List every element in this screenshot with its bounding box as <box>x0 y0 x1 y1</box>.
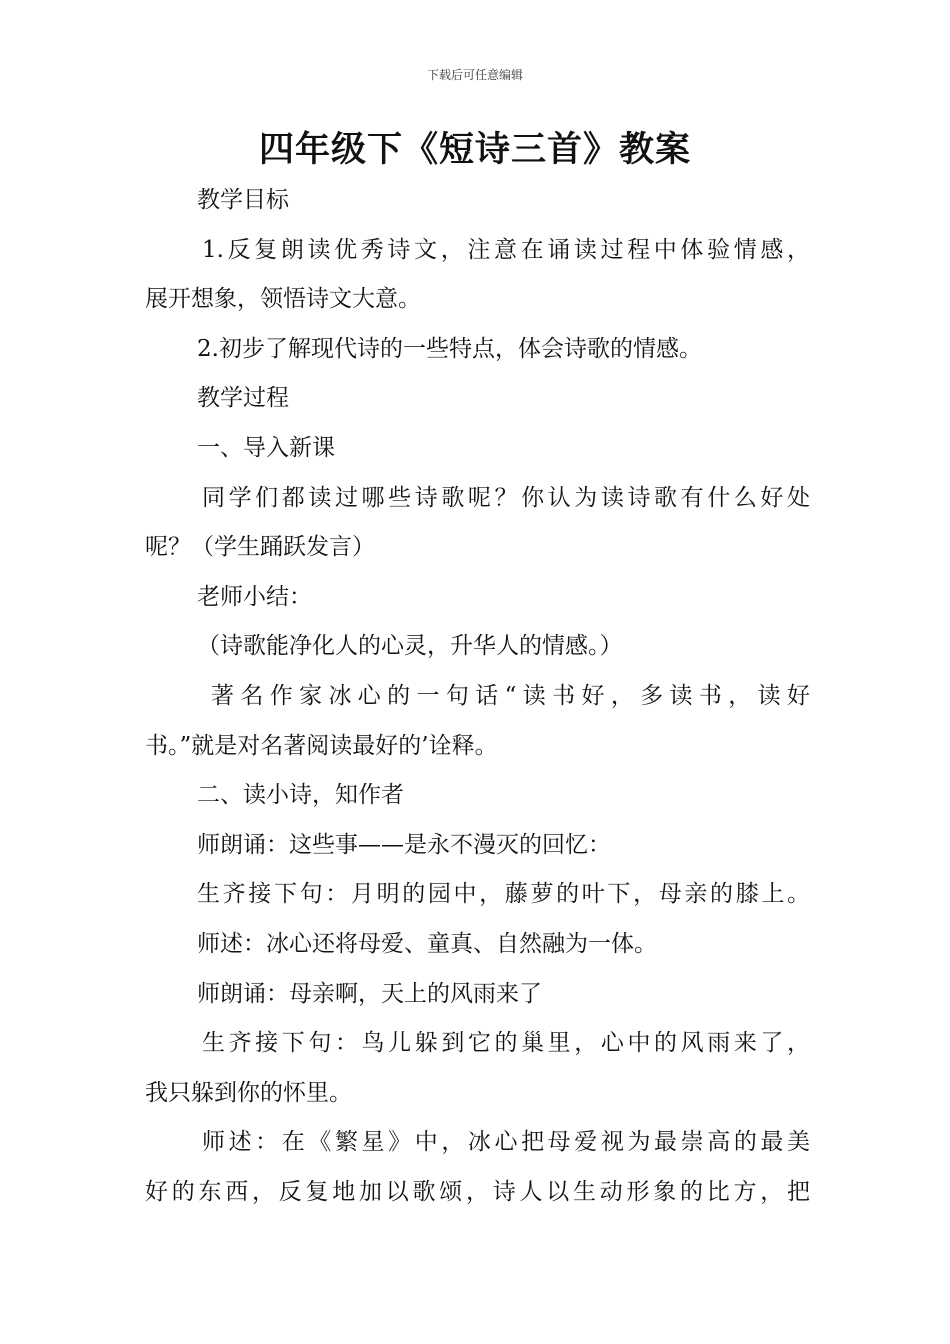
text-line: 二、读小诗，知作者 <box>197 782 404 809</box>
text-line: 教学目标 <box>197 187 289 213</box>
text-line: 生齐接下句：月明的园中，藤萝的叶下，母亲的膝上。 <box>197 881 810 908</box>
text-line: （诗歌能净化人的心灵，升华人的情感。） <box>197 633 623 660</box>
document-body <box>145 176 810 1217</box>
text-line: 一、导入新课 <box>197 434 335 461</box>
text-line: 师朗诵：母亲啊，天上的风雨来了 <box>197 980 542 1007</box>
text-line: 展开想象，领悟诗文大意。 <box>145 286 421 313</box>
text-line: 生齐接下句：鸟儿躲到它的巢里，心中的风雨来了， <box>202 1030 810 1057</box>
text-line: 呢？（学生踊跃发言） <box>145 534 375 561</box>
text-line: 师朗诵：这些事——是永不漫灭的回忆： <box>197 831 611 858</box>
text-line: 同学们都读过哪些诗歌呢？你认为读诗歌有什么好处 <box>202 484 810 511</box>
text-line: 师述：在《繁星》中，冰心把母爱视为最崇高的最美 <box>202 1129 810 1156</box>
document-title: 四年级下《短诗三首》教案 <box>258 130 691 170</box>
text-line: 好的东西，反复地加以歌颂，诗人以生动形象的比方，把 <box>145 1178 810 1205</box>
text-line: 2.初步了解现代诗的一些特点，体会诗歌的情感。 <box>197 335 702 362</box>
text-line: 教学过程 <box>197 385 289 412</box>
text-line: 我只躲到你的怀里。 <box>145 1079 352 1106</box>
text-line: 著名作家冰心的一句话“读书好，多读书，读好 <box>211 682 810 709</box>
text-line: 师述：冰心还将母爱、童真、自然融为一体。 <box>197 930 657 957</box>
page-header-note: 下载后可任意编辑 <box>426 68 523 82</box>
text-line: 书。”就是对名著阅读最好的’诠释。 <box>145 732 498 759</box>
text-line: 1.反复朗读优秀诗文，注意在诵读过程中体验情感， <box>202 236 810 263</box>
text-line: 老师小结： <box>197 583 312 610</box>
